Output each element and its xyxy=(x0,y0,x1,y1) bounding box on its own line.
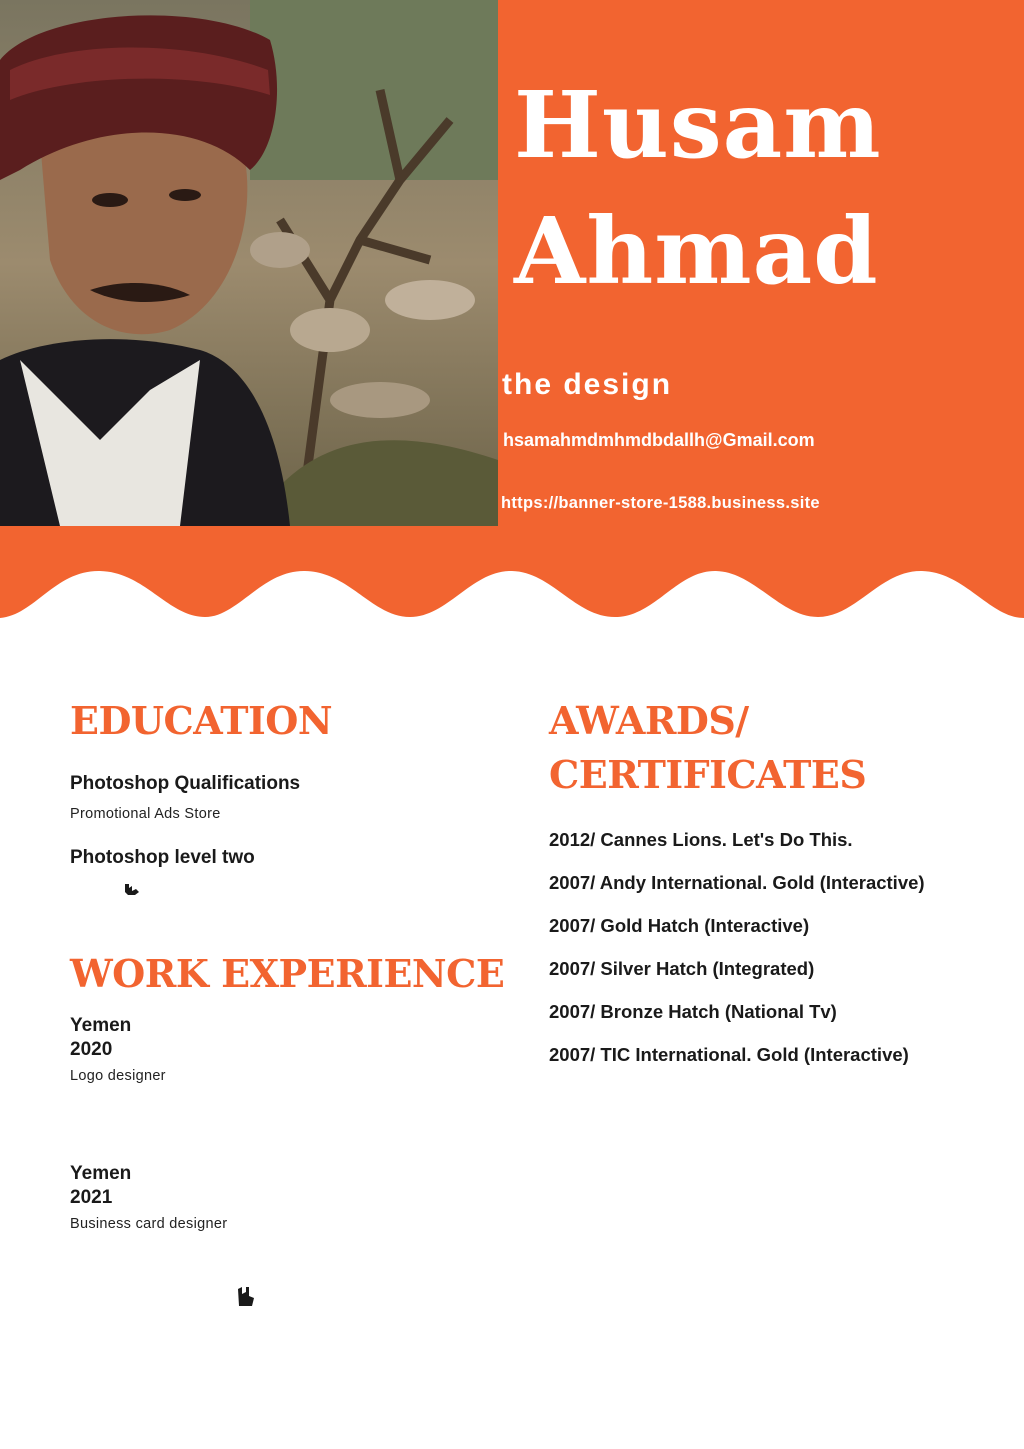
work-role: Business card designer xyxy=(70,1216,228,1232)
glyph-icon xyxy=(236,1286,256,1308)
email-link[interactable]: hsamahmdmhmdbdallh@Gmail.com xyxy=(503,430,815,450)
work-location: Yemen xyxy=(70,1163,132,1184)
profile-photo xyxy=(0,0,498,526)
header-banner xyxy=(0,0,1024,620)
education-item-title: Photoshop level two xyxy=(70,847,255,868)
first-name: Husam xyxy=(514,71,882,179)
tagline: the design xyxy=(502,368,673,401)
glyph-icon xyxy=(123,882,141,898)
education-item-title: Photoshop Qualifications xyxy=(70,773,301,794)
award-item: 2007/ Gold Hatch (Interactive) xyxy=(549,915,810,936)
work-year: 2021 xyxy=(70,1187,113,1208)
education-heading: EDUCATION xyxy=(70,698,333,743)
awards-heading-line1: AWARDS/ xyxy=(549,698,749,743)
education-item-subtitle: Promotional Ads Store xyxy=(70,806,221,822)
award-item: 2007/ Bronze Hatch (National Tv) xyxy=(549,1001,837,1022)
full-name xyxy=(514,62,882,314)
work-experience-heading: WORK EXPERIENCE xyxy=(70,951,505,996)
work-location: Yemen xyxy=(70,1015,132,1036)
work-year: 2020 xyxy=(70,1039,113,1060)
website-link[interactable]: https://banner-store-1588.business.site xyxy=(501,494,820,512)
awards-heading-line2: CERTIFICATES xyxy=(549,752,867,797)
work-role: Logo designer xyxy=(70,1068,166,1084)
last-name: Ahmad xyxy=(514,197,879,305)
award-item: 2007/ TIC International. Gold (Interactive) xyxy=(549,1044,909,1065)
award-item: 2007/ Silver Hatch (Integrated) xyxy=(549,958,815,979)
awards-heading xyxy=(549,694,866,802)
award-item: 2007/ Andy International. Gold (Interactive) xyxy=(549,872,925,893)
award-item: 2012/ Cannes Lions. Let's Do This. xyxy=(549,829,853,850)
